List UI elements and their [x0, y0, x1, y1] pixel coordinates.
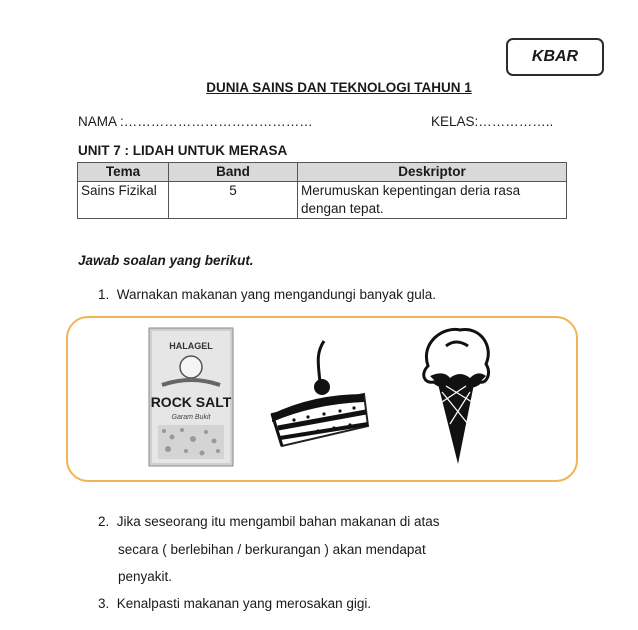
header-tema: Tema: [78, 163, 169, 182]
question-number: 2.: [98, 514, 110, 529]
cell-deskriptor: Merumuskan kepentingan deria rasa dengan tepat.: [298, 182, 567, 219]
question-text-line-1: Jika seseorang itu mengambil bahan makanan di atas: [116, 514, 440, 529]
nama-dots: ……………………………………: [123, 114, 313, 129]
question-text: Warnakan makanan yang mengandungi banyak gula.: [116, 287, 436, 302]
unit-heading: UNIT 7 : LIDAH UNTUK MERASA: [78, 143, 288, 158]
cherry-stem: [318, 341, 324, 382]
salt-product-text: ROCK SALT: [150, 394, 232, 410]
salt-sub-text: Garam Bukit: [171, 414, 211, 421]
rubric-table: [77, 162, 567, 219]
rock-salt-pack-image[interactable]: [148, 327, 234, 467]
cell-tema: Sains Fizikal: [78, 182, 169, 219]
question-2-line-3: penyakit.: [118, 569, 173, 584]
cell-band: 5: [169, 182, 298, 219]
question-3: [98, 596, 371, 611]
instruction: Jawab soalan yang berikut.: [78, 253, 254, 268]
salt-logo: [180, 356, 202, 378]
header-band: Band: [169, 163, 298, 182]
rubric-header-row: [78, 163, 567, 182]
question-2: [98, 514, 439, 529]
question-number: 3.: [98, 596, 110, 611]
rubric-row: [78, 182, 567, 219]
header-deskriptor: Deskriptor: [298, 163, 567, 182]
kelas-dots: ……………..: [478, 114, 554, 129]
question-1: [98, 287, 436, 302]
ice-cream-image[interactable]: [416, 324, 496, 466]
cake-slice-image[interactable]: [258, 338, 378, 456]
nama-label: NAMA :: [78, 114, 124, 129]
kbar-badge: KBAR: [506, 38, 604, 76]
nama-field[interactable]: [78, 114, 313, 129]
kelas-field[interactable]: [431, 114, 553, 129]
question-2-line-2: secara ( berlebihan / berkurangan ) akan mendapat: [118, 542, 426, 557]
cone: [438, 384, 474, 464]
question-text: Kenalpasti makanan yang merosakan gigi.: [116, 596, 372, 611]
question-number: 1.: [98, 287, 110, 302]
cherry: [314, 379, 330, 395]
salt-brand-text: HALAGEL: [169, 341, 213, 351]
page-title: DUNIA SAINS DAN TEKNOLOGI TAHUN 1: [206, 80, 472, 95]
kelas-label: KELAS:: [431, 114, 479, 129]
